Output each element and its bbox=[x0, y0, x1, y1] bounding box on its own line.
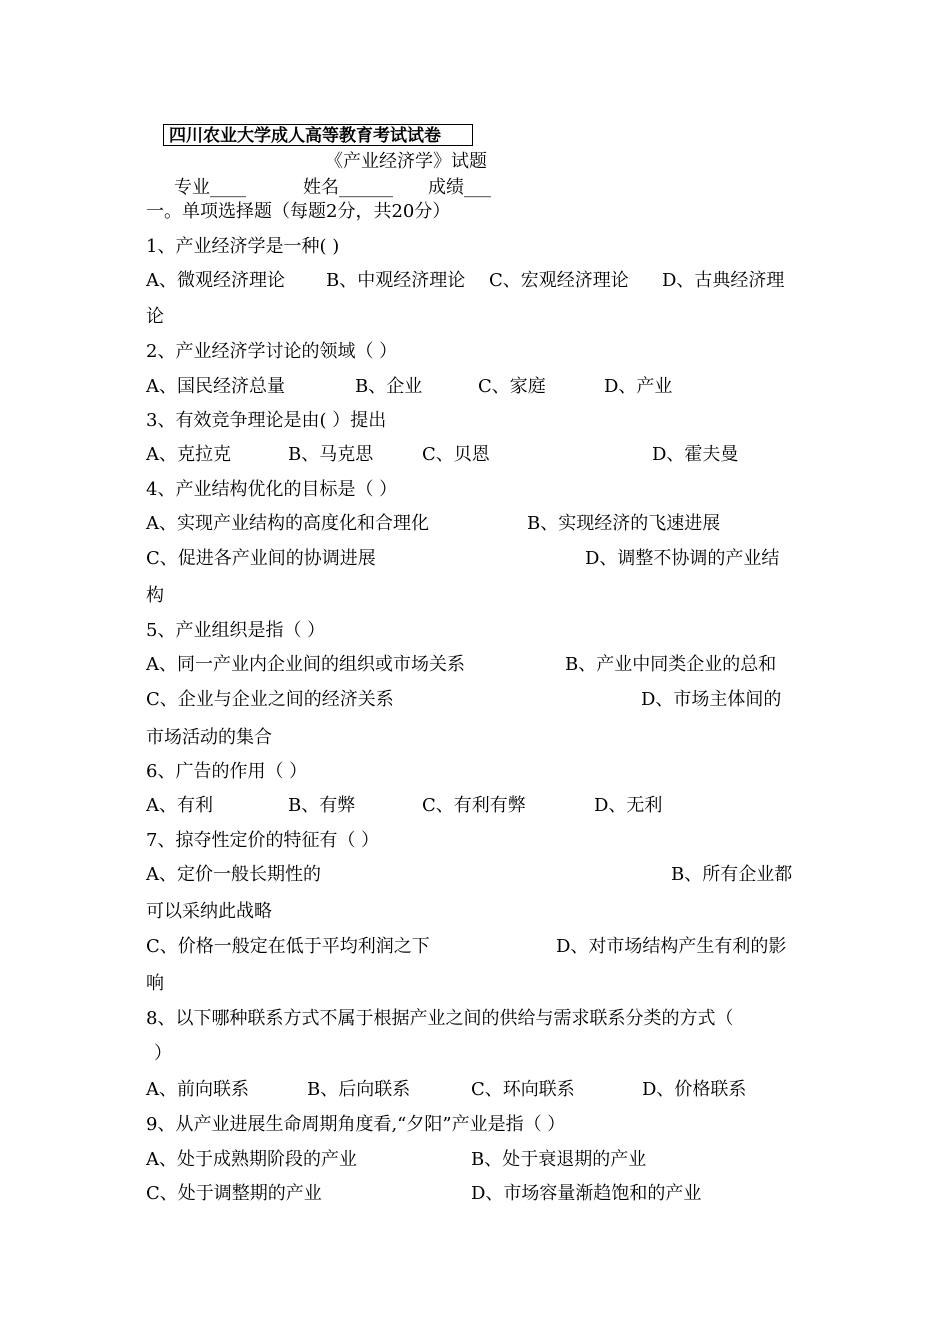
question-stem-continuation: ） bbox=[154, 1043, 172, 1064]
question-stem: 5、产业组织是指（ ） bbox=[146, 620, 326, 641]
option-d: D、产业 bbox=[604, 376, 673, 397]
question-stem: 8、以下哪种联系方式不属于根据产业之间的供给与需求联系分类的方式（ bbox=[146, 1008, 734, 1029]
option-a: A、国民经济总量 bbox=[146, 376, 285, 397]
question-stem: 3、有效竞争理论是由( ）提出 bbox=[146, 410, 387, 431]
option-b: B、产业中同类企业的总和 bbox=[565, 654, 777, 675]
option-b: B、企业 bbox=[355, 376, 423, 397]
question-stem: 9、从产业进展生命周期角度看,“夕阳”产业是指（ ） bbox=[146, 1114, 566, 1135]
question-stem: 1、产业经济学是一种( ) bbox=[146, 236, 340, 257]
question-stem: 2、产业经济学讨论的领域（ ） bbox=[146, 341, 398, 362]
option-c: C、家庭 bbox=[478, 376, 546, 397]
option-c: C、环向联系 bbox=[471, 1079, 575, 1100]
major-field: 专业____ bbox=[174, 177, 246, 198]
option-c: C、价格一般定在低于平均利润之下 bbox=[146, 936, 430, 957]
option-c: C、处于调整期的产业 bbox=[146, 1183, 322, 1204]
option-a: A、微观经济理论 bbox=[146, 270, 285, 291]
option-d: D、古典经济理 bbox=[662, 270, 785, 291]
option-a: A、定价一般长期性的 bbox=[146, 864, 321, 885]
option-c: C、促进各产业间的协调进展 bbox=[146, 548, 376, 569]
question-stem: 4、产业结构优化的目标是（ ） bbox=[146, 479, 398, 500]
option-a: A、克拉克 bbox=[146, 444, 231, 465]
exam-title: 《产业经济学》试题 bbox=[325, 151, 487, 172]
question-stem: 6、广告的作用（ ） bbox=[146, 761, 308, 782]
section-title: 一。单项选择题（每题2分，共20分） bbox=[146, 201, 451, 222]
option-a: A、有利 bbox=[146, 795, 213, 816]
option-c: C、有利有弊 bbox=[422, 795, 526, 816]
option-continuation: 论 bbox=[146, 306, 164, 327]
option-d: D、市场容量渐趋饱和的产业 bbox=[471, 1183, 702, 1204]
institution-title-box: 四川农业大学成人高等教育考试试卷 bbox=[163, 124, 473, 146]
option-c: C、宏观经济理论 bbox=[489, 270, 629, 291]
option-d: D、对市场结构产生有利的影 bbox=[556, 936, 787, 957]
option-d: D、无利 bbox=[594, 795, 663, 816]
option-b: B、马克思 bbox=[288, 444, 374, 465]
option-a: A、同一产业内企业间的组织或市场关系 bbox=[146, 654, 465, 675]
option-b: B、实现经济的飞速进展 bbox=[527, 513, 721, 534]
name-field: 姓名______ bbox=[303, 177, 393, 198]
question-stem: 7、掠夺性定价的特征有（ ） bbox=[146, 830, 380, 851]
option-a: A、实现产业结构的高度化和合理化 bbox=[146, 513, 429, 534]
score-field: 成绩___ bbox=[428, 177, 491, 198]
option-continuation: 响 bbox=[146, 973, 164, 994]
option-d: D、价格联系 bbox=[642, 1079, 747, 1100]
option-c: C、企业与企业之间的经济关系 bbox=[146, 689, 394, 710]
option-b: B、所有企业都 bbox=[671, 864, 793, 885]
option-b: B、处于衰退期的产业 bbox=[471, 1149, 647, 1170]
option-continuation: 可以采纳此战略 bbox=[146, 901, 272, 922]
option-b: B、有弊 bbox=[288, 795, 356, 816]
option-d: D、霍夫曼 bbox=[652, 444, 739, 465]
option-b: B、后向联系 bbox=[307, 1079, 411, 1100]
option-continuation: 市场活动的集合 bbox=[146, 727, 272, 748]
option-a: A、前向联系 bbox=[146, 1079, 249, 1100]
option-continuation: 构 bbox=[146, 585, 164, 606]
option-d: D、调整不协调的产业结 bbox=[585, 548, 780, 569]
option-a: A、处于成熟期阶段的产业 bbox=[146, 1149, 357, 1170]
option-d: D、市场主体间的 bbox=[641, 689, 782, 710]
option-c: C、贝恩 bbox=[422, 444, 490, 465]
option-b: B、中观经济理论 bbox=[326, 270, 466, 291]
